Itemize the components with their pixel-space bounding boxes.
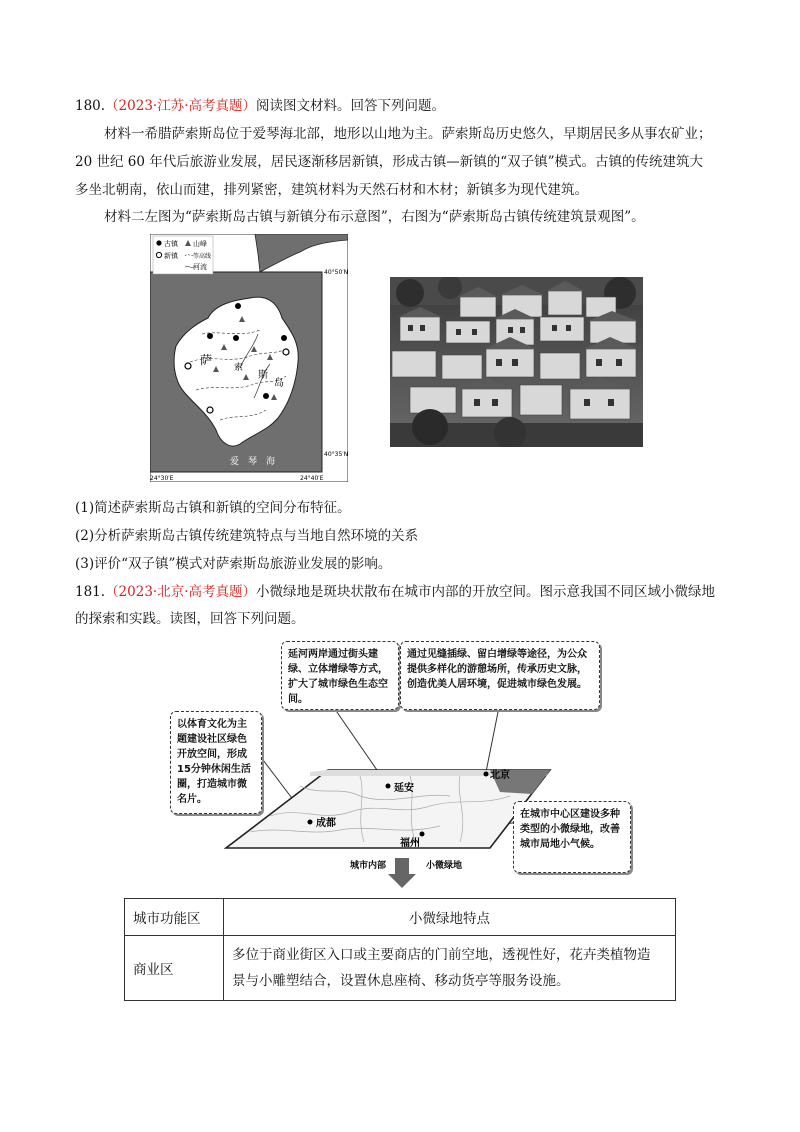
q180-material1-line3: 多坐北朝南，依山而建，排列紧密，建筑材料为天然石材和木材；新镇多为现代建筑。 [75,182,588,198]
city-chengdu: 成都 [316,818,336,829]
table-row [125,936,676,1001]
island-label-1: 萨 [200,353,213,367]
callout-fuzhou: 在城市中心区建设多种类型的小微绿地，改善城市局地小气候。 [513,801,631,873]
new-town-marker [283,349,289,355]
legend-peak: 山峰 [193,240,207,248]
city-beijing: 北京 [490,770,510,781]
new-town-marker [185,363,191,369]
island-label-2: 索 [234,363,244,373]
old-town-marker [281,335,287,341]
arrow-label-right: 小微绿地 [426,861,463,871]
q180-prompt: 阅读图文材料。回答下列问题。 [256,98,446,114]
legend-new-town: 新镇 [164,252,178,260]
legend-river: 河流 [193,263,207,271]
legend-old-town: 古镇 [164,240,178,248]
q180-material1-line1: 材料一希腊萨索斯岛位于爱琴海北部，地形以山地为主。萨索斯岛历史悠久，早期居民多从事农矿业； [104,126,712,142]
down-arrow-icon [388,858,416,888]
thasos-map [150,234,348,482]
table-row-feature [224,936,676,1001]
q181-prompt-line2: 的探索和实践。读图，回答下列问题。 [75,611,305,627]
lon-right: 24°40′E [300,475,324,482]
q181-source: （2023·北京·高考真题） [105,584,257,600]
old-town-marker [207,333,213,339]
q180-material2: 材料二左图为“萨索斯岛古镇与新镇分布示意图”，右图为“萨索斯岛古镇传统建筑景观图”。 [104,209,645,225]
green-space-table [124,898,676,1001]
legend-contour: 等高线 [193,253,212,260]
lon-left: 24°30′E [150,475,174,482]
q180-question-1: (1)简述萨索斯岛古镇和新镇的空间分布特征。 [75,500,351,516]
city-fuzhou: 福州 [400,838,420,849]
callout-yanan: 延河两岸通过街头建绿、立体增绿等方式，扩大了城市绿色生态空间。 [281,641,399,710]
q180-number: 180. [75,98,106,114]
q181-number: 181. [75,584,106,600]
arrow-label-left: 城市内部 [350,861,387,871]
lat-bottom: 40°35′N [324,451,348,458]
new-town-marker [207,407,213,413]
lat-top: 40°50′N [324,269,348,276]
q181-prompt-line1: 小微绿地是斑块状散布在城市内部的开放空间。图示意我国不同区域小微绿地 [256,584,716,600]
q180-question-3: (3)评价“双子镇”模式对萨索斯岛旅游业发展的影响。 [75,556,392,572]
callout-beijing: 通过见缝插绿、留白增绿等途径，为公众提供多样化的游憩场所，传承历史文脉，创造优美人居环境，促进城市绿色发展。 [400,641,600,710]
old-town-marker [235,303,241,309]
q180-header [75,96,445,116]
old-town-marker [263,393,269,399]
table-row-feature-line1: 多位于商业街区入口或主要商店的门前空地，透视性好，花卉类植物造 [232,947,651,963]
callout-chengdu: 以体育文化为主题建设社区绿色开放空间，形成15分钟休闲生活圈，打造城市微名片。 [170,711,262,814]
island-label-4: 岛 [274,378,284,389]
table-header-row [125,899,676,936]
q180-material1-line2: 20 世纪 60 年代后旅游业发展，居民逐渐移居新镇，形成古镇—新镇的“双子镇”模式。古镇的传统建筑大 [75,154,704,170]
traditional-buildings-photo [390,277,643,447]
table-header-feature: 小微绿地特点 [224,899,676,936]
city-yanan: 延安 [394,783,414,794]
q180-question-2: (2)分析萨索斯岛古镇传统建筑特点与当地自然环境的关系 [75,528,419,544]
sea-label: 爱 琴 海 [230,457,276,467]
table-row-feature-line2: 景与小雕塑结合，设置休息座椅、移动货亭等服务设施。 [232,973,570,989]
table-row-area: 商业区 [125,936,224,1001]
q180-source: （2023·江苏·高考真题） [105,98,257,114]
table-header-area: 城市功能区 [125,899,224,936]
island-label-3: 斯 [258,370,268,381]
old-town-marker [233,335,239,341]
q181-header [75,582,715,602]
